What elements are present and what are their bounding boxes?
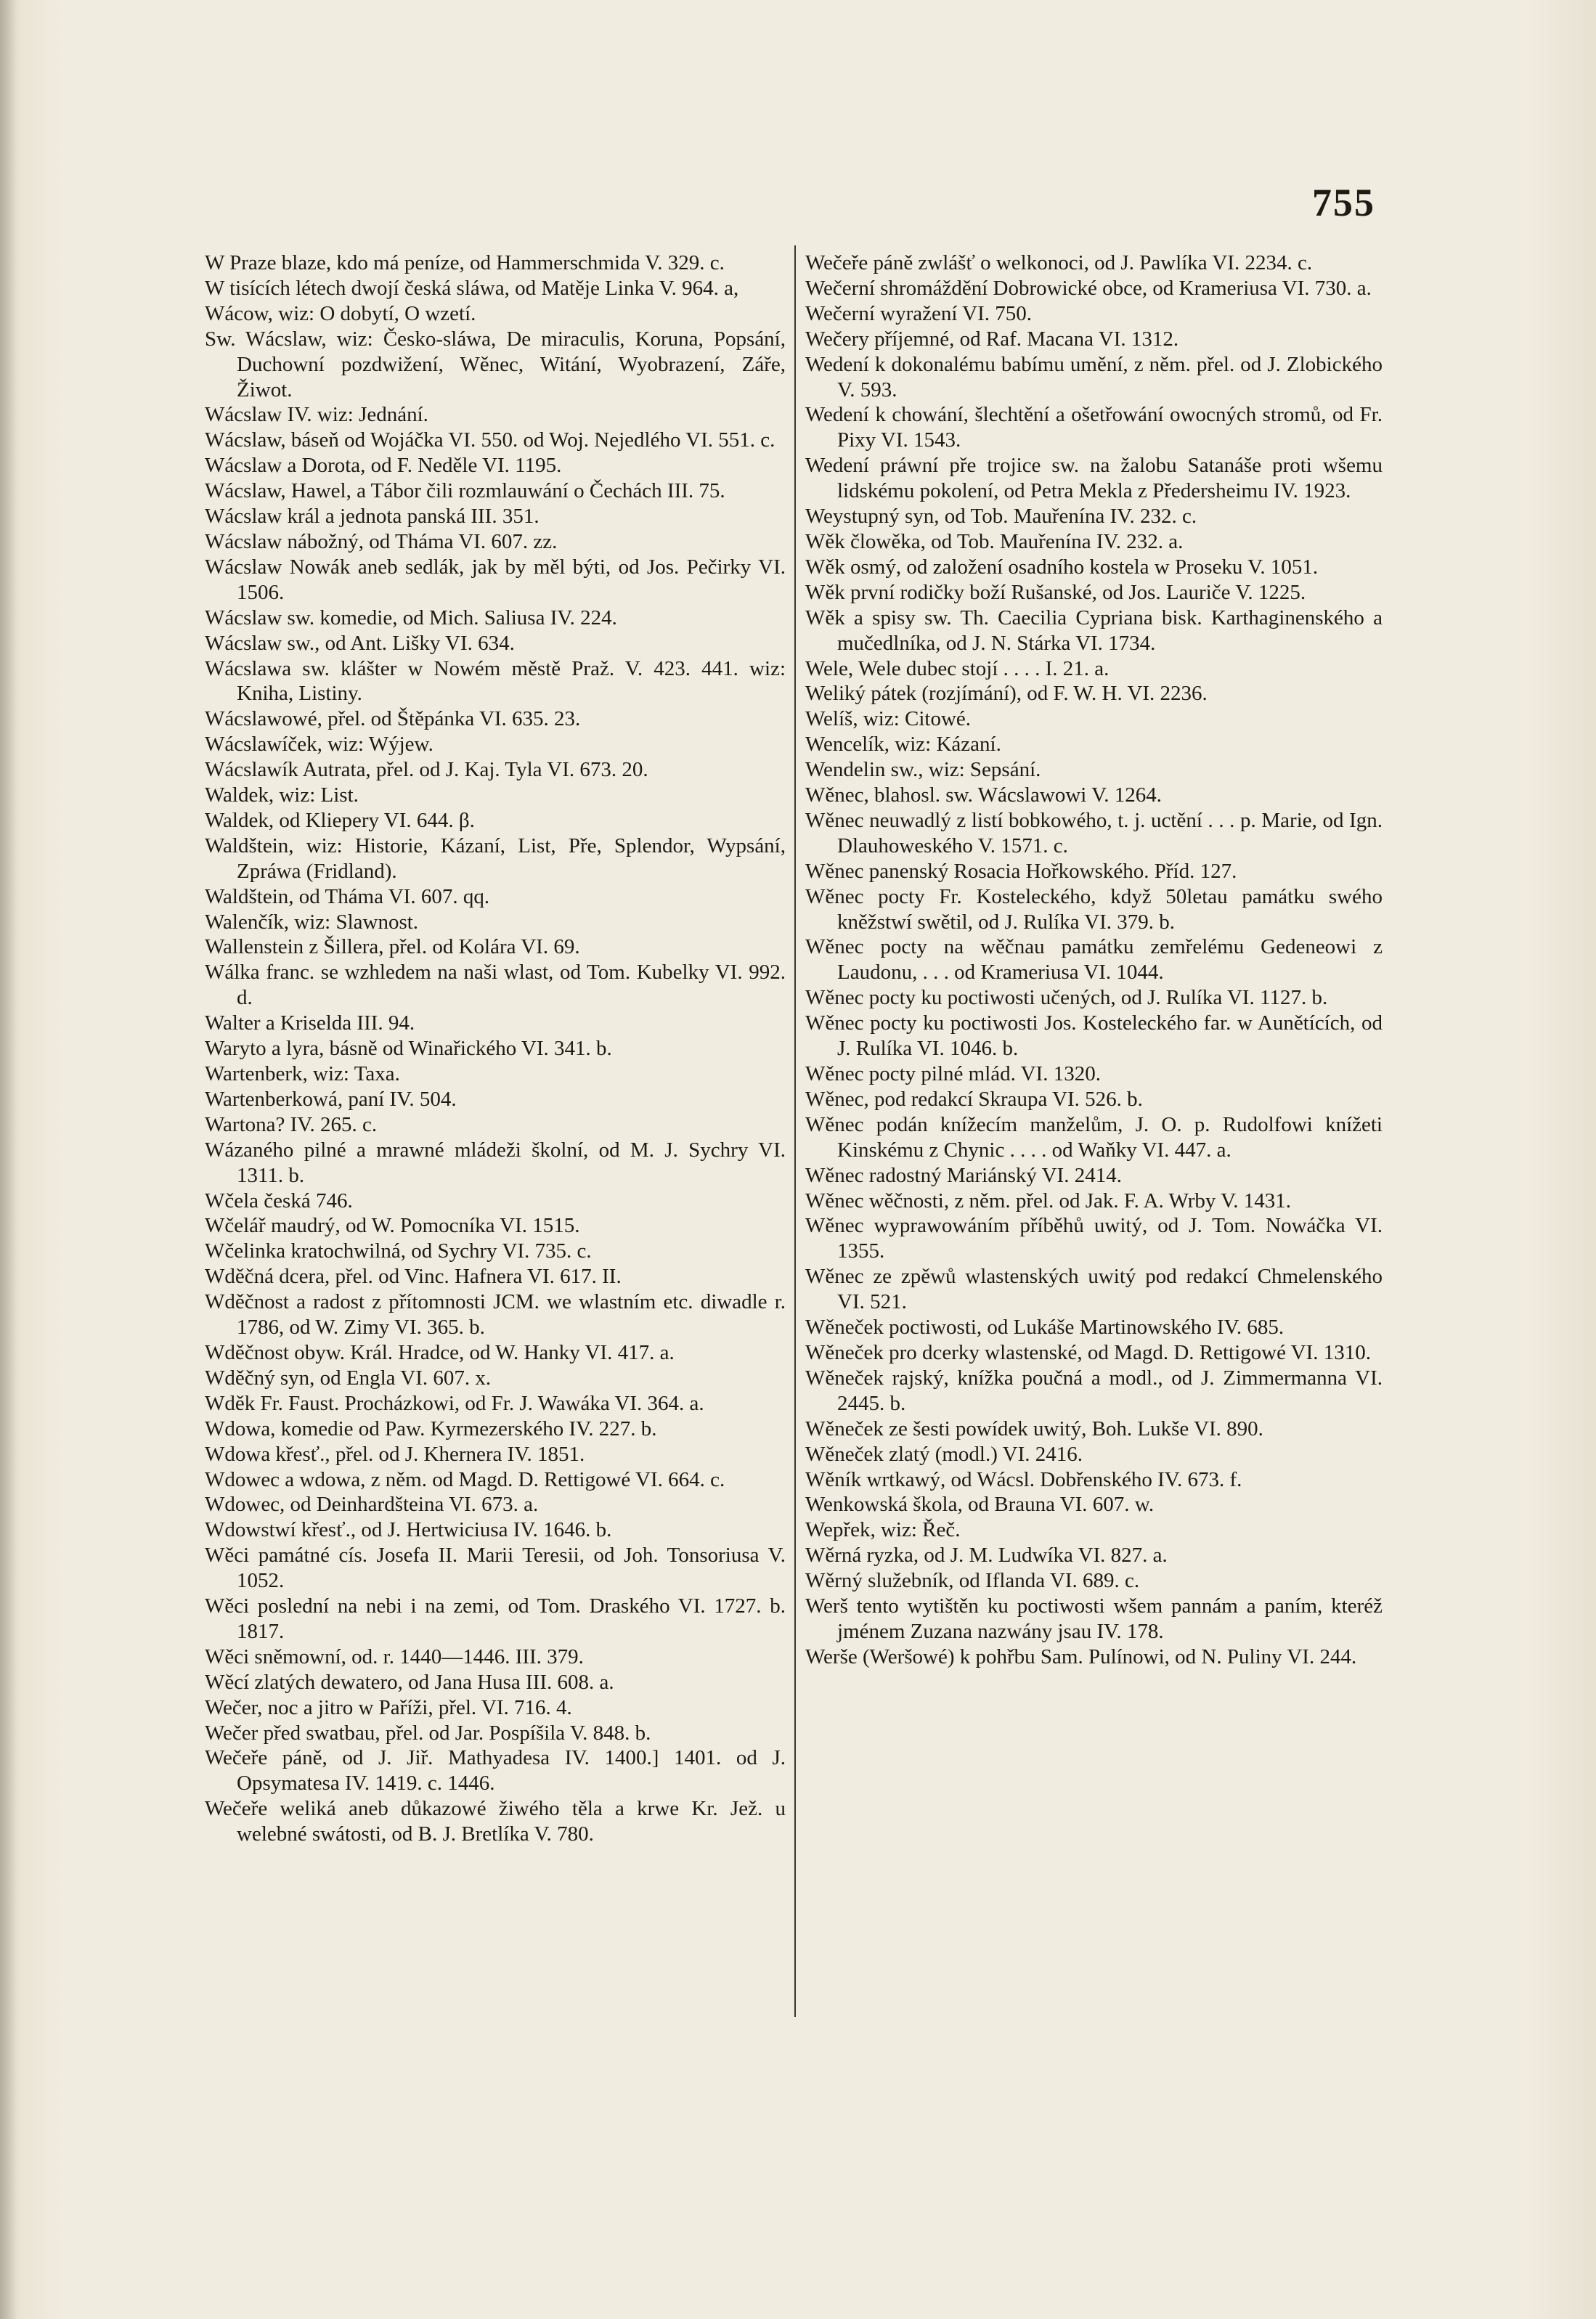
index-entry: Wěnec pocty ku poctiwosti Jos. Kosteleckého far. w Aunětících, od J. Rulíka VI. 1046. b. — [805, 1011, 1383, 1061]
index-entry: Wěnec radostný Mariánský VI. 2414. — [805, 1163, 1122, 1187]
column-divider — [794, 245, 796, 2017]
index-entry: Wdowa, komedie od Paw. Kyrmezerského IV. 227. b. — [205, 1417, 657, 1440]
index-entry: Waldštein, wiz: Historie, Kázaní, List, Pře, Splendor, Wypsání, Zpráwa (Fridland). — [205, 834, 786, 883]
left-column — [205, 250, 786, 1847]
index-entry: Wedení k chowání, šlechtění a ošetřowání owocných stromů, od Fr. Pixy VI. 1543. — [805, 403, 1383, 452]
index-entry: Wepřek, wiz: Řeč. — [805, 1518, 961, 1542]
index-entry: Wázaného pilné a mrawné mládeži školní, od M. J. Sychry VI. 1311. b. — [205, 1138, 786, 1187]
index-entry: Wěnec pocty Fr. Kosteleckého, když 50letau památku swého kněžstwí swětil, od J. Rulíka VI. 379. b. — [805, 884, 1383, 934]
index-entry: Wácslaw nábožný, od Tháma VI. 607. zz. — [205, 529, 558, 553]
index-entry: Weystupný syn, od Tob. Mauřenína IV. 232. c. — [805, 505, 1197, 529]
index-entry: Werše (Weršowé) k pohřbu Sam. Pulínowi, od N. Puliny VI. 244. — [805, 1645, 1357, 1668]
index-entry: Wallenstein z Šillera, přel. od Kolára VI. 69. — [205, 935, 580, 959]
index-entry: Wečer před swatbau, přel. od Jar. Pospíšila V. 848. b. — [205, 1721, 651, 1745]
index-entry: Wěnec wyprawowáním příběhů uwitý, od J. Tom. Nowáčka VI. 1355. — [805, 1214, 1383, 1263]
index-entry: Wečery příjemné, od Raf. Macana VI. 1312. — [805, 327, 1179, 351]
index-entry: Waldštein, od Tháma VI. 607. qq. — [205, 884, 490, 908]
index-entry: Wácslaw král a jednota panská III. 351. — [205, 505, 540, 529]
index-entry: Wčelinka kratochwilná, od Sychry VI. 735. c. — [205, 1239, 592, 1263]
right-column — [805, 250, 1383, 1670]
index-entry: Wěneček ze šesti powídek uwitý, Boh. Lukše VI. 890. — [805, 1417, 1263, 1440]
index-entry: Wdowec, od Deinhardšteina VI. 673. a. — [205, 1493, 539, 1517]
index-entry: Wěnec podán knížecím manželům, J. O. p. Rudolfowi knížeti Kinskému z Chynic . . . . od Waňky VI. 447. a. — [805, 1112, 1383, 1162]
index-entry: Wěk osmý, od založení osadního kostela w Proseku V. 1051. — [805, 555, 1319, 579]
index-entry: Wácslawa sw. klášter w Nowém městě Praž. V. 423. 441. wiz: Kniha, Listiny. — [205, 656, 786, 706]
index-entry: Wěnec pocty pilné mlád. VI. 1320. — [805, 1062, 1101, 1085]
index-entry: Wěrná ryzka, od J. M. Ludwíka VI. 827. a. — [805, 1544, 1168, 1568]
index-entry: Wděčnost obyw. Král. Hradce, od W. Hanky VI. 417. a. — [205, 1340, 675, 1364]
index-entry: Wěník wrtkawý, od Wácsl. Dobřenského IV. 673. f. — [805, 1467, 1242, 1491]
index-entry: Wácslaw sw., od Ant. Lišky VI. 634. — [205, 631, 515, 655]
index-entry: Wěk člowěka, od Tob. Mauřenína IV. 232. a. — [805, 529, 1184, 553]
index-entry: Wčelář maudrý, od W. Pomocníka VI. 1515. — [205, 1214, 580, 1238]
index-entry: Wedení k dokonalému babímu umění, z něm. přel. od J. Zlobického V. 593. — [805, 352, 1383, 402]
index-entry: Sw. Wácslaw, wiz: Česko-sláwa, De miraculis, Koruna, Popsání, Duchowní pozdwižení, Wěnec, Witání, Wyobrazení, Záře, Žiwot. — [205, 327, 786, 402]
index-entry: Wácslaw IV. wiz: Jednání. — [205, 403, 428, 427]
index-entry: Wděčnost a radost z přítomnosti JCM. we wlastním etc. diwadle r. 1786, od W. Zimy VI. 365. b. — [205, 1290, 786, 1340]
index-entry: Wartona? IV. 265. c. — [205, 1112, 378, 1136]
index-entry: Wečeře páně, od J. Jiř. Mathyadesa IV. 1400.] 1401. od J. Opsymatesa IV. 1419. c. 1446. — [205, 1746, 786, 1796]
gutter-shadow — [0, 0, 17, 2319]
index-entry: Wěrný služebník, od Iflanda VI. 689. c. — [805, 1569, 1140, 1593]
index-entry: Walenčík, wiz: Slawnost. — [205, 910, 419, 934]
index-entry: Wartenberk, wiz: Taxa. — [205, 1062, 400, 1085]
index-entry: Wěnec pocty ku poctiwosti učených, od J. Rulíka VI. 1127. b. — [805, 986, 1328, 1010]
index-entry: Wácslawík Autrata, přel. od J. Kaj. Tyla VI. 673. 20. — [205, 758, 648, 782]
index-entry: W tisících létech dwojí česká sláwa, od Matěje Linka V. 964. a, — [205, 276, 739, 300]
index-entry: Wěneček pro dcerky wlastenské, od Magd. D. Rettigowé VI. 1310. — [805, 1340, 1372, 1364]
index-entry: Wěk první rodičky boží Rušanské, od Jos. Lauriče V. 1225. — [805, 580, 1306, 604]
index-entry: Welíš, wiz: Citowé. — [805, 707, 972, 731]
index-entry: Wčela česká 746. — [205, 1189, 353, 1213]
index-entry: Wencelík, wiz: Kázaní. — [805, 733, 1001, 757]
index-entry: Wácslaw Nowák aneb sedlák, jak by měl býti, od Jos. Pečirky VI. 1506. — [205, 555, 786, 604]
index-entry: Wěci poslední na nebi i na zemi, od Tom. Draského VI. 1727. b. 1817. — [205, 1594, 786, 1643]
index-entry: Wečerní wyražení VI. 750. — [805, 301, 1032, 325]
index-entry: Wečer, noc a jitro w Paříži, přel. VI. 716. 4. — [205, 1695, 572, 1719]
index-entry: Wěk a spisy sw. Th. Caecilia Cypriana bisk. Karthaginenského a mučedlníka, od J. N. Stárka VI. 1734. — [805, 606, 1383, 655]
index-entry: Wěci sněmowní, od. r. 1440—1446. III. 379. — [205, 1645, 584, 1668]
index-entry: Wděčná dcera, přel. od Vinc. Hafnera VI. 617. II. — [205, 1265, 622, 1289]
index-entry: Waryto a lyra, básně od Winařického VI. 341. b. — [205, 1037, 612, 1061]
index-entry: Wečerní shromáždění Dobrowické obce, od Krameriusa VI. 730. a. — [805, 276, 1372, 300]
index-entry: Wácslawowé, přel. od Štěpánka VI. 635. 23. — [205, 707, 581, 731]
index-entry: W Praze blaze, kdo má peníze, od Hammerschmida V. 329. c. — [205, 251, 725, 274]
index-entry: Wdowec a wdowa, z něm. od Magd. D. Rettigowé VI. 664. c. — [205, 1467, 725, 1491]
index-entry: Wěnec wěčnosti, z něm. přel. od Jak. F. A. Wrby V. 1431. — [805, 1189, 1292, 1213]
index-entry: Wácslaw, Hawel, a Tábor čili rozmlauwání o Čechách III. 75. — [205, 479, 725, 503]
index-entry: Wdowstwí křesť., od J. Hertwiciusa IV. 1646. b. — [205, 1518, 612, 1542]
index-entry: Werš tento wytištěn ku poctiwosti wšem pannám a paním, kteréž jménem Zuzana nazwány jsau IV. 178. — [805, 1594, 1383, 1643]
index-entry: Wedení práwní pře trojice sw. na žalobu Satanáše proti wšemu lidskému pokolení, od Petra Mekla z Předersheimu IV. 1923. — [805, 454, 1383, 503]
index-entry: Wečeře páně zwlášť o welkonoci, od J. Pawlíka VI. 2234. c. — [805, 251, 1313, 274]
index-entry: Wěneček zlatý (modl.) VI. 2416. — [805, 1442, 1083, 1466]
index-entry: Wěnec, pod redakcí Skraupa VI. 526. b. — [805, 1087, 1143, 1111]
index-entry: Wěnec ze zpěwů wlastenských uwitý pod redakcí Chmelenského VI. 521. — [805, 1265, 1383, 1314]
index-entry: Wácow, wiz: O dobytí, O wzetí. — [205, 301, 476, 325]
index-entry: Wěneček poctiwosti, od Lukáše Martinowského IV. 685. — [805, 1316, 1284, 1340]
index-entry: Wácslaw sw. komedie, od Mich. Saliusa IV. 224. — [205, 606, 617, 629]
index-entry: Wenkowská škola, od Brauna VI. 607. w. — [805, 1493, 1155, 1517]
index-entry: Wele, Wele dubec stojí . . . . I. 21. a. — [805, 656, 1110, 680]
index-entry: Wácslaw a Dorota, od F. Neděle VI. 1195. — [205, 454, 562, 478]
index-entry: Waldek, od Kliepery VI. 644. β. — [205, 808, 475, 832]
index-entry: Wdowa křesť., přel. od J. Khernera IV. 1851. — [205, 1442, 585, 1466]
index-entry: Wděčný syn, od Engla VI. 607. x. — [205, 1366, 492, 1390]
index-entry: Wěnec neuwadlý z listí bobkowého, t. j. uctění . . . p. Marie, od Ign. Dlauhoweského V. 1571. c. — [805, 808, 1383, 857]
index-entry: Walter a Kriselda III. 94. — [205, 1011, 415, 1035]
index-entry: Waldek, wiz: List. — [205, 783, 359, 807]
index-entry: Wěnec pocty na wěčnau památku zemřelému Gedeneowi z Laudonu, . . . od Krameriusa VI. 1044. — [805, 935, 1383, 985]
index-entry: Wěnec panenský Rosacia Hořkowského. Příd. 127. — [805, 859, 1237, 883]
index-entry: Wěneček rajský, knížka poučná a modl., od J. Zimmermanna VI. 2445. b. — [805, 1366, 1383, 1415]
index-entry: Wácslawíček, wiz: Wýjew. — [205, 733, 433, 757]
index-entry: Wečeře weliká aneb důkazowé žiwého těla a krwe Kr. Jež. u welebné swátosti, od B. J. Bretlíka V. 780. — [205, 1797, 786, 1846]
index-entry: Wartenberkowá, paní IV. 504. — [205, 1087, 457, 1111]
index-entry: Wěcí zlatých dewatero, od Jana Husa III. 608. a. — [205, 1670, 614, 1694]
index-entry: Wděk Fr. Faust. Procházkowi, od Fr. J. Wawáka VI. 364. a. — [205, 1391, 704, 1415]
index-entry: Wěci památné cís. Josefa II. Marii Teresii, od Joh. Tonsoriusa V. 1052. — [205, 1544, 786, 1593]
index-entry: Wácslaw, báseň od Wojáčka VI. 550. od Woj. Nejedlého VI. 551. c. — [205, 428, 775, 452]
index-entry: Wálka franc. se wzhledem na naši wlast, od Tom. Kubelky VI. 992. d. — [205, 961, 786, 1010]
index-entry: Wendelin sw., wiz: Sepsání. — [805, 758, 1041, 782]
page-number: 755 — [1312, 181, 1375, 224]
index-entry: Weliký pátek (rozjímání), od F. W. H. VI. 2236. — [805, 682, 1208, 706]
index-entry: Wěnec, blahosl. sw. Wácslawowi V. 1264. — [805, 783, 1163, 807]
